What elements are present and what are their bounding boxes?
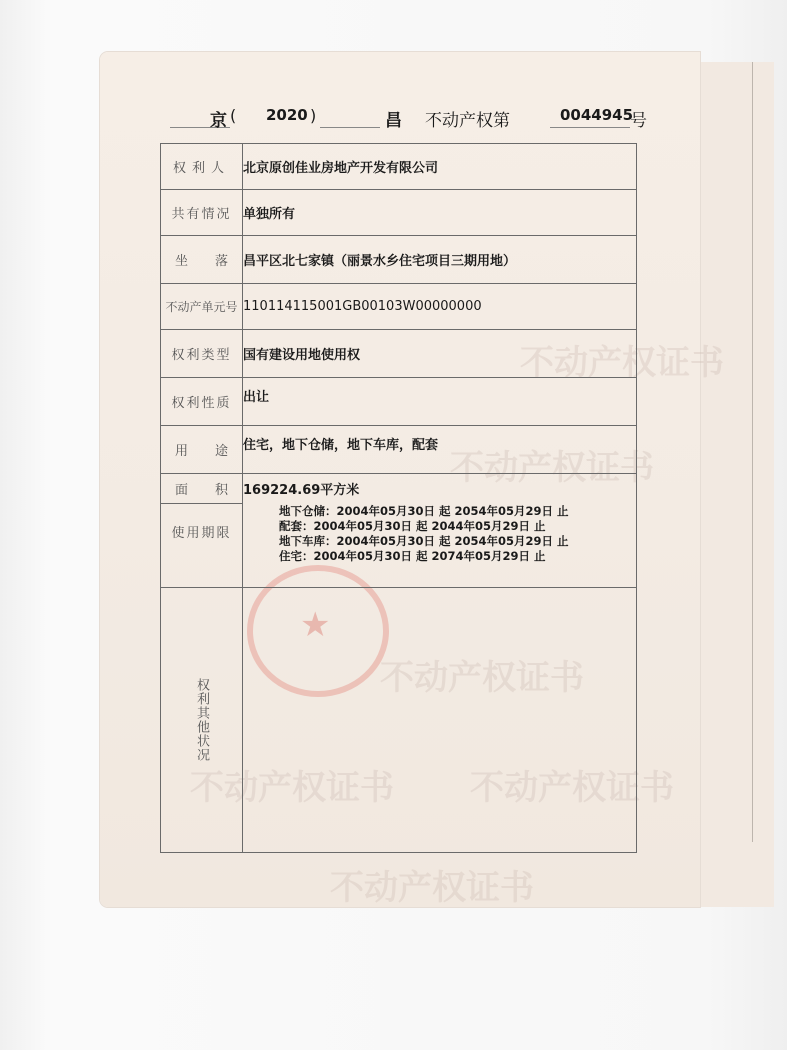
watermark: 不动产权证书 xyxy=(330,868,534,908)
watermark: 不动产权证书 xyxy=(470,768,674,808)
certificate-table xyxy=(160,143,637,853)
table-row xyxy=(161,190,637,236)
period-line: 地下仓储：2004年05月30日 起 2054年05月29日 止 xyxy=(279,503,569,518)
table-row xyxy=(161,378,637,426)
watermark: 不动产权证书 xyxy=(450,448,654,488)
table-row xyxy=(161,426,637,474)
other-status-label: 权利其他状况 xyxy=(194,678,209,762)
paren-close: ) xyxy=(310,106,317,125)
seal-star-icon: ★ xyxy=(300,605,331,645)
certificate-header xyxy=(170,100,660,130)
co-ownership-label: 共有情况 xyxy=(171,207,232,222)
period-value xyxy=(243,504,637,588)
period-line: 住宅：2004年05月30日 起 2074年05月29日 止 xyxy=(279,548,546,563)
district-code: 昌 xyxy=(385,111,402,131)
owner-label: 权利人 xyxy=(172,161,230,176)
table-row xyxy=(161,330,637,378)
period-label: 使用期限 xyxy=(171,526,232,541)
table-row xyxy=(161,588,637,853)
number-suffix: 号 xyxy=(630,111,647,131)
other-status-value xyxy=(243,588,637,853)
certificate-number: 0044945 xyxy=(560,106,634,124)
location-value: 昌平区北七家镇（丽景水乡住宅项目三期用地） xyxy=(243,236,637,284)
area-label: 面 积 xyxy=(175,483,228,498)
watermark: 不动产权证书 xyxy=(380,658,584,698)
region-code: 京 xyxy=(210,111,227,131)
table-row xyxy=(161,144,637,190)
year: 2020 xyxy=(266,106,308,124)
table-row xyxy=(161,236,637,284)
unit-number-label: 不动产单元号 xyxy=(161,284,243,330)
right-nature-label: 权利性质 xyxy=(171,396,232,411)
usage-value: 住宅，地下仓储，地下车库，配套 xyxy=(243,426,637,474)
unit-number-value: 110114115001GB00103W00000000 xyxy=(243,284,637,330)
facing-page-edge xyxy=(693,62,774,907)
owner-value: 北京原创佳业房地产开发有限公司 xyxy=(243,144,637,190)
watermark: 不动产权证书 xyxy=(520,343,724,383)
table-row xyxy=(161,474,637,504)
table-row xyxy=(161,284,637,330)
right-nature-value: 出让 xyxy=(243,378,637,426)
watermark: 不动产权证书 xyxy=(190,768,394,808)
right-type-value: 国有建设用地使用权 xyxy=(243,330,637,378)
right-type-label: 权利类型 xyxy=(171,348,232,363)
location-label: 坐 落 xyxy=(175,254,228,269)
table-row xyxy=(161,504,637,588)
usage-label: 用 途 xyxy=(175,444,228,459)
paren-open: ( xyxy=(230,106,237,125)
period-line: 配套：2004年05月30日 起 2044年05月29日 止 xyxy=(279,518,546,533)
area-value: 169224.69平方米 xyxy=(243,474,637,504)
co-ownership-value: 单独所有 xyxy=(243,190,637,236)
certificate-title: 不动产权第 xyxy=(425,111,510,131)
period-line: 地下车库：2004年05月30日 起 2054年05月29日 止 xyxy=(279,533,569,548)
